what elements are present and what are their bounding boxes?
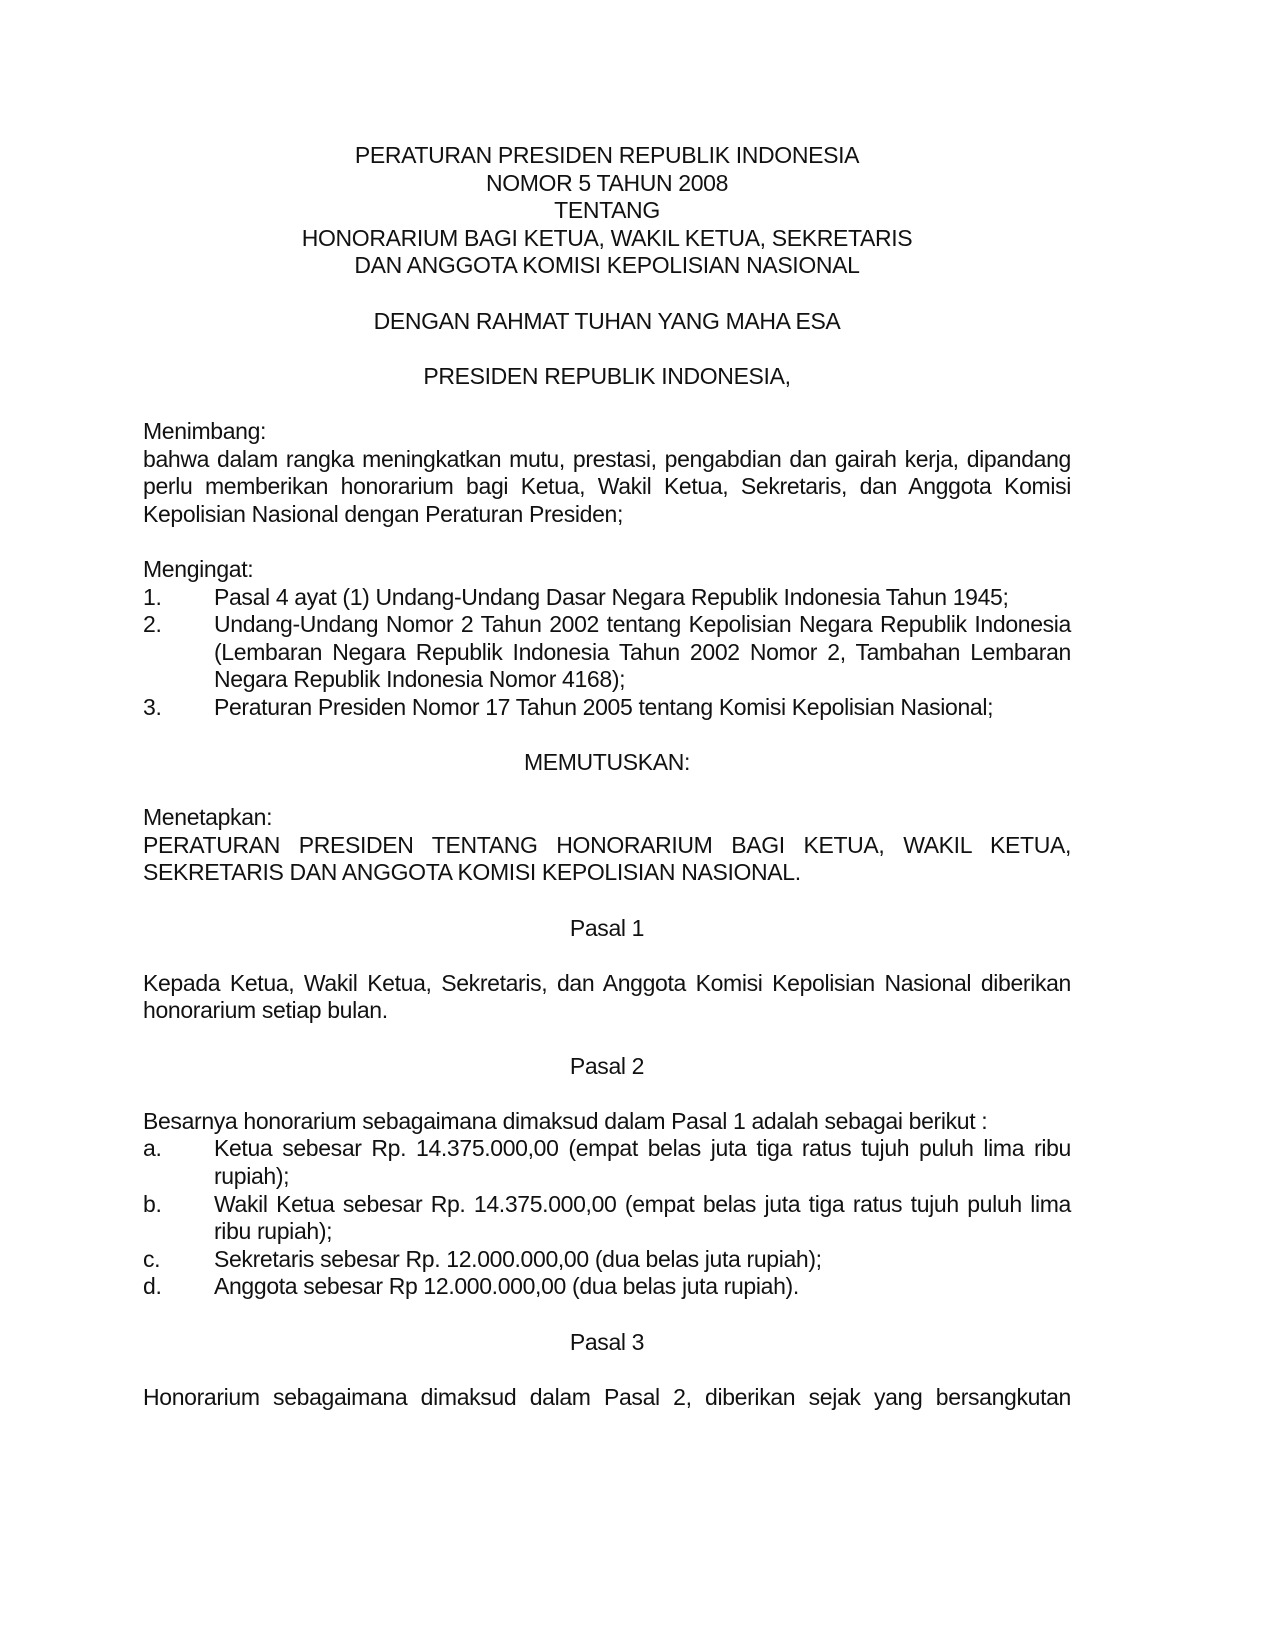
list-text: Pasal 4 ayat (1) Undang-Undang Dasar Negara Republik Indonesia Tahun 1945; (214, 583, 1009, 610)
header-subject-line2: DAN ANGGOTA KOMISI KEPOLISIAN NASIONAL (354, 252, 860, 279)
menetapkan-section (143, 804, 1071, 887)
list-item (143, 1273, 1071, 1301)
list-item (143, 1135, 1071, 1190)
list-item (143, 1246, 1071, 1274)
list-item (143, 611, 1071, 694)
authority: PRESIDEN REPUBLIK INDONESIA, (423, 362, 791, 389)
spacer (143, 528, 1071, 556)
list-marker: 2. (143, 611, 162, 638)
memutuskan-heading: MEMUTUSKAN: (523, 749, 691, 776)
menetapkan-label: Menetapkan: (143, 804, 273, 831)
pasal-3-text: Honorarium sebagaimana dimaksud dalam Pasal 2, diberikan sejak yang bersangkutan (143, 1383, 1071, 1410)
spacer (143, 1025, 1071, 1053)
invocation: DENGAN RAHMAT TUHAN YANG MAHA ESA (373, 307, 841, 334)
header-subject-line1: HONORARIUM BAGI KETUA, WAKIL KETUA, SEKRETARIS (301, 224, 913, 251)
spacer (143, 942, 1071, 970)
spacer (143, 1080, 1071, 1108)
list-text: Undang-Undang Nomor 2 Tahun 2002 tentang Kepolisian Negara Republik Indonesia (Lembaran Negara Republik Indonesia Tahun 2002 Nomor 2, Tambahan Lembaran Negara Republik Indonesia Nomor 4168); (214, 611, 1071, 693)
spacer (143, 887, 1071, 915)
mengingat-section (143, 556, 1071, 722)
pasal-1-text: Kepada Ketua, Wakil Ketua, Sekretaris, dan Anggota Komisi Kepolisian Nasional diberikan honorarium setiap bulan. (143, 969, 1071, 1024)
document-page (143, 142, 1071, 1411)
spacer (143, 390, 1071, 418)
menimbang-section (143, 418, 1071, 528)
spacer (143, 1356, 1071, 1384)
spacer (143, 721, 1071, 749)
header-title: PERATURAN PRESIDEN REPUBLIK INDONESIA (354, 142, 860, 168)
menimbang-text: bahwa dalam rangka meningkatkan mutu, prestasi, pengabdian dan gairah kerja, dipandang perlu memberikan honorarium bagi Ketua, Wakil Ketua, Sekretaris, dan Anggota Komisi Kepolisian Nasional dengan Peraturan Presiden; (143, 445, 1071, 527)
spacer (143, 280, 1071, 308)
list-marker: a. (143, 1135, 162, 1162)
list-marker: 3. (143, 693, 162, 720)
mengingat-label: Mengingat: (143, 555, 254, 582)
pasal-2-intro: Besarnya honorarium sebagaimana dimaksud dalam Pasal 1 adalah sebagai berikut : (143, 1107, 988, 1134)
list-text: Anggota sebesar Rp 12.000.000,00 (dua belas juta rupiah). (214, 1273, 799, 1300)
pasal-1-title: Pasal 1 (569, 914, 645, 941)
list-text: Sekretaris sebesar Rp. 12.000.000,00 (dua belas juta rupiah); (214, 1245, 822, 1272)
menetapkan-line2: SEKRETARIS DAN ANGGOTA KOMISI KEPOLISIAN NASIONAL. (143, 859, 801, 886)
list-text: Wakil Ketua sebesar Rp. 14.375.000,00 (empat belas juta tiga ratus tujuh puluh lima ribu rupiah); (214, 1190, 1071, 1245)
header-tentang: TENTANG (554, 197, 660, 224)
list-item (143, 694, 1071, 722)
pasal-2-section (143, 1108, 1071, 1301)
list-marker: b. (143, 1190, 162, 1217)
spacer (143, 1301, 1071, 1329)
list-text: Ketua sebesar Rp. 14.375.000,00 (empat belas juta tiga ratus tujuh puluh lima ribu rupiah); (214, 1135, 1071, 1189)
spacer (143, 777, 1071, 805)
list-item (143, 584, 1071, 612)
spacer (143, 335, 1071, 363)
list-marker: d. (143, 1273, 162, 1300)
list-text: Peraturan Presiden Nomor 17 Tahun 2005 tentang Komisi Kepolisian Nasional; (214, 693, 994, 720)
list-item (143, 1191, 1071, 1246)
menetapkan-line1: PERATURAN PRESIDEN TENTANG HONORARIUM BAGI KETUA, WAKIL KETUA, (143, 831, 1071, 858)
list-marker: c. (143, 1245, 161, 1272)
pasal-3-title: Pasal 3 (569, 1328, 645, 1355)
document-header (143, 142, 1071, 280)
header-number: NOMOR 5 TAHUN 2008 (485, 169, 729, 196)
menimbang-label: Menimbang: (143, 417, 267, 444)
list-marker: 1. (143, 583, 162, 610)
pasal-2-title: Pasal 2 (569, 1052, 645, 1079)
